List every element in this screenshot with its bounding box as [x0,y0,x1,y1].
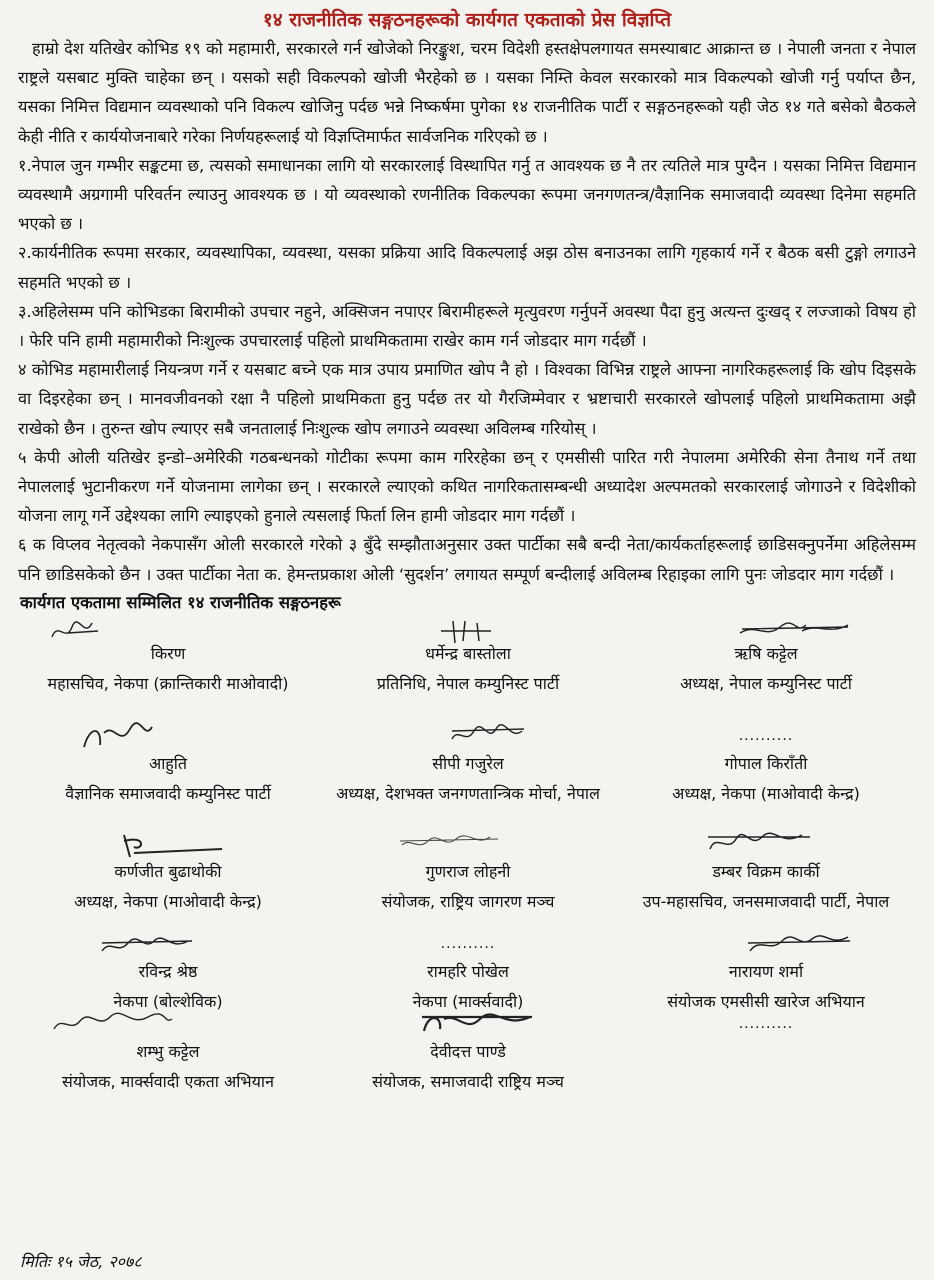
signature-mark [318,727,618,753]
signature-mark [616,835,916,861]
point-4: ४ कोभिड महामारीलाई नियन्त्रण गर्ने र यसबाट बच्ने एक मात्र उपाय प्रमाणित खोप नै हो । विश्वका विभिन्न राष्ट्रले आफ्ना नागरिकहरूलाई कि खोप दिइसके वा दिइरहेका छन् । मानवजीवनको रक्षा नै पहिलो प्राथमिकता हुनु पर्दछ तर यो गैरजिम्मेवार र भ्रष्टाचारी सरकारले खोपलाई पहिलो प्राथमिकतामा अझै राखेको छैन । तुरुन्त खोप ल्याएर सबै जनतालाई निःशुल्क खोप लगाउने व्यवस्था अविलम्ब गरियोस् । [18,360,916,438]
document-title: १४ राजनीतिक सङ्गठनहरूको कार्यगत एकताको प्रेस विज्ञप्ति [262,9,672,31]
signatory-name: ऋषि कट्टेल [734,643,798,663]
signatory-ramhari [318,935,618,1015]
signature-image [118,831,228,861]
signatory-dambar [616,835,916,915]
signatory-gopal-kiranti [616,727,916,807]
point-2: २.कार्यनीतिक रूपमा सरकार, व्यवस्थापिका, व्यवस्था, यसका प्रक्रिया आदि विकल्पलाई अझ ठोस बनाउनका लागि गृहकार्य गर्ने र बैठक बसी टुङ्गो लगाउने सहमति भएको छ । [18,243,916,292]
signature-mark [318,935,618,961]
signature-image [78,721,158,751]
signatory-name: कर्णजीत बुढाथोकी [114,861,222,881]
document-date: मितिः १५ जेठ, २०७८ [20,1252,142,1271]
signatory-gunaraj [318,835,618,915]
signatory-role: अध्यक्ष, नेकपा (माओवादी केन्द्र) [672,783,860,803]
signature-image [418,1009,538,1039]
point-6: ६ क विप्लव नेतृत्वको नेकपासँग ओली सरकारले गरेको ३ बुँदे सम्झौताअनुसार उक्त पार्टीका सबै बन्दी नेता/कार्यकर्ताहरूलाई छाडिसक्नुपर्नेमा अहिलेसम्म पनि छाडिसकेको छैन । उक्त पार्टीका नेता क. हेमन्तप्रकाश ओली ‘सुदर्शन’ लगायत सम्पूर्ण बन्दीलाई अविलम्ब रिहाइका लागि पुनः जोडदार माग गर्दछौं । [18,535,916,584]
signature-mark [318,835,618,861]
signatory-karnajit [18,835,318,915]
signatory-name: नारायण शर्मा [728,961,804,981]
signature-image [736,617,856,645]
signature-mark [18,617,318,643]
signatory-name: गोपाल किराँती [724,753,808,773]
signatory-name: रविन्द्र श्रेष्ठ [138,961,198,981]
signature-image [433,617,503,645]
point-1: १.नेपाल जुन गम्भीर सङ्कटमा छ, त्यसको समाधानका लागि यो सरकारलाई विस्थापित गर्नु त आवश्यक छ नै तर त्यतिले मात्र पुग्दैन । यसका निमित्त विद्यमान व्यवस्थामै अग्रगामी परिवर्तन ल्याउनु आवश्यक छ । यो व्यवस्थाको रणनीतिक विकल्पका रूपमा जनगणतन्त्र/वैज्ञानिक समाजवादी व्यवस्था दिनेमा सहमति भएको छ । [18,155,916,234]
signatory-name: गुणराज लोहनी [425,861,511,881]
signatory-rabindra [18,935,318,1015]
signature-image [48,617,108,645]
signature-mark [616,727,916,753]
signatory-kiran [18,617,318,697]
signatory-name: डम्बर विक्रम कार्की [712,861,820,881]
signature-mark [318,1015,618,1041]
signatories-heading: कार्यगत एकतामा सम्मिलित १४ राजनीतिक सङ्गठनहरू [20,592,341,612]
signature-placeholder-dots: .......... [440,935,496,952]
signatories-grid [18,617,916,1091]
signatory-dharmendra [318,617,618,697]
signatory-name: देवीदत्त पाण्डे [430,1041,506,1061]
signatory-role: उप-महासचिव, जनसमाजवादी पार्टी, नेपाल [642,891,890,911]
point-3: ३.अहिलेसम्म पनि कोभिडका बिरामीको उपचार नहुने, अक्सिजन नपाएर बिरामीहरूले मृत्युवरण गर्नुपर्ने अवस्था पैदा हुनु अत्यन्त दुःखद् र लज्जाको विषय हो । फेरि पनि हामी महामारीको निःशुल्क उपचारलाई पहिलो प्राथमिकतामा राखेर काम गर्न जोडदार माग गर्दछौं । [18,301,916,351]
signatory-role: वैज्ञानिक समाजवादी कम्युनिस्ट पार्टी [65,783,271,803]
signatory-role: संयोजक, राष्ट्रिय जागरण मञ्च [381,891,555,911]
signature-image [398,831,508,859]
signature-mark [18,935,318,961]
signatory-name: धर्मेन्द्र बास्तोला [425,643,511,663]
signature-mark [616,935,916,961]
signature-mark [18,1015,318,1041]
signatory-role: संयोजक, समाजवादी राष्ट्रिय मञ्च [372,1071,564,1091]
signatory-role: नेकपा (मार्क्सवादी) [412,991,524,1011]
point-5: ५ केपी ओली यतिखेर इन्डो–अमेरिकी गठबन्धनको गोटीका रूपमा काम गरिरहेका छन् र एमसीसी पारित गरी नेपालमा अमेरिकी सेना तैनाथ गर्ने तथा नेपाललाई भुटानीकरण गर्ने योजनामा लागेका छन् । सरकारले ल्याएको कथित नागरिकतासम्बन्धी अध्यादेश अल्पमतको सरकारलाई जोगाउने र विदेशीको योजना लागू गर्ने उद्देश्यका लागि ल्याइएको हुनाले त्यसलाई फिर्ता लिन हामी जोडदार माग गर्दछौं । [18,447,916,526]
signature-placeholder-dots: .......... [738,727,794,744]
signatory-cp-gajurel [318,727,618,807]
signature-image [746,931,856,959]
signature-mark [18,835,318,861]
signatory-name: किरण [150,643,186,663]
signatory-role: अध्यक्ष, नेपाल कम्युनिस्ट पार्टी [680,673,852,693]
signatory-role: संयोजक एमसीसी खारेज अभियान [667,991,865,1011]
signature-mark [616,1015,916,1041]
signatory-name: सीपी गजुरेल [432,753,504,773]
signatory-role: महासचिव, नेकपा (क्रान्तिकारी माओवादी) [47,673,289,693]
signature-image [706,829,816,859]
signatory-role: अध्यक्ष, देशभक्त जनगणतान्त्रिक मोर्चा, नेपाल [336,783,600,803]
signatory-rishi [616,617,916,697]
signatory-name: रामहरि पोखेल [427,961,509,981]
intro-paragraph: हाम्रो देश यतिखेर कोभिड १९ को महामारी, सरकारले गर्न खोजेको निरङ्कुश, चरम विदेशी हस्तक्षेपलगायत समस्याबाट आक्रान्त छ । नेपाली जनता र नेपाल राष्ट्रले यसबाट मुक्ति चाहेका छन् । यसको सही विकल्पको खोजी भैरहेको छ । यसका निम्ति केवल सरकारको मात्र विकल्पको खोजी गर्नु पर्याप्त छैन, यसका निमित्त विद्यमान व्यवस्थाको पनि विकल्प खोजिनु पर्दछ भन्ने निष्कर्षमा पुगेका १४ राजनीतिक पार्टी र सङ्गठनहरूको यही जेठ १४ गते बसेको बैठकले केही नीति र कार्ययोजनाबारे गरेका निर्णयहरूलाई यो विज्ञप्तिमार्फत सार्वजनिक गरिएको छ । [18,39,916,146]
signatory-role: नेकपा (बोल्शेविक) [113,991,223,1011]
signature-mark [616,617,916,643]
signatory-shambhu [18,1015,318,1095]
signatory-name: आहुति [148,753,188,773]
signature-image [448,723,528,751]
signatory-role: अध्यक्ष, नेकपा (माओवादी केन्द्र) [74,891,262,911]
signatory-devidatta [318,1015,618,1095]
signatory-narayan [616,935,916,1015]
signature-mark [318,617,618,643]
signatory-role: संयोजक, मार्क्सवादी एकता अभियान [62,1071,274,1091]
signatory-empty-slot [616,1015,916,1041]
signatory-name: शम्भु कट्टेल [136,1041,200,1061]
signature-mark [18,727,318,753]
signature-placeholder-dots: .......... [738,1015,794,1032]
signatory-role: प्रतिनिधि, नेपाल कम्युनिस्ट पार्टी [376,673,560,693]
signature-image [98,933,198,961]
signature-image [48,1009,178,1039]
signatory-ahuti [18,727,318,807]
